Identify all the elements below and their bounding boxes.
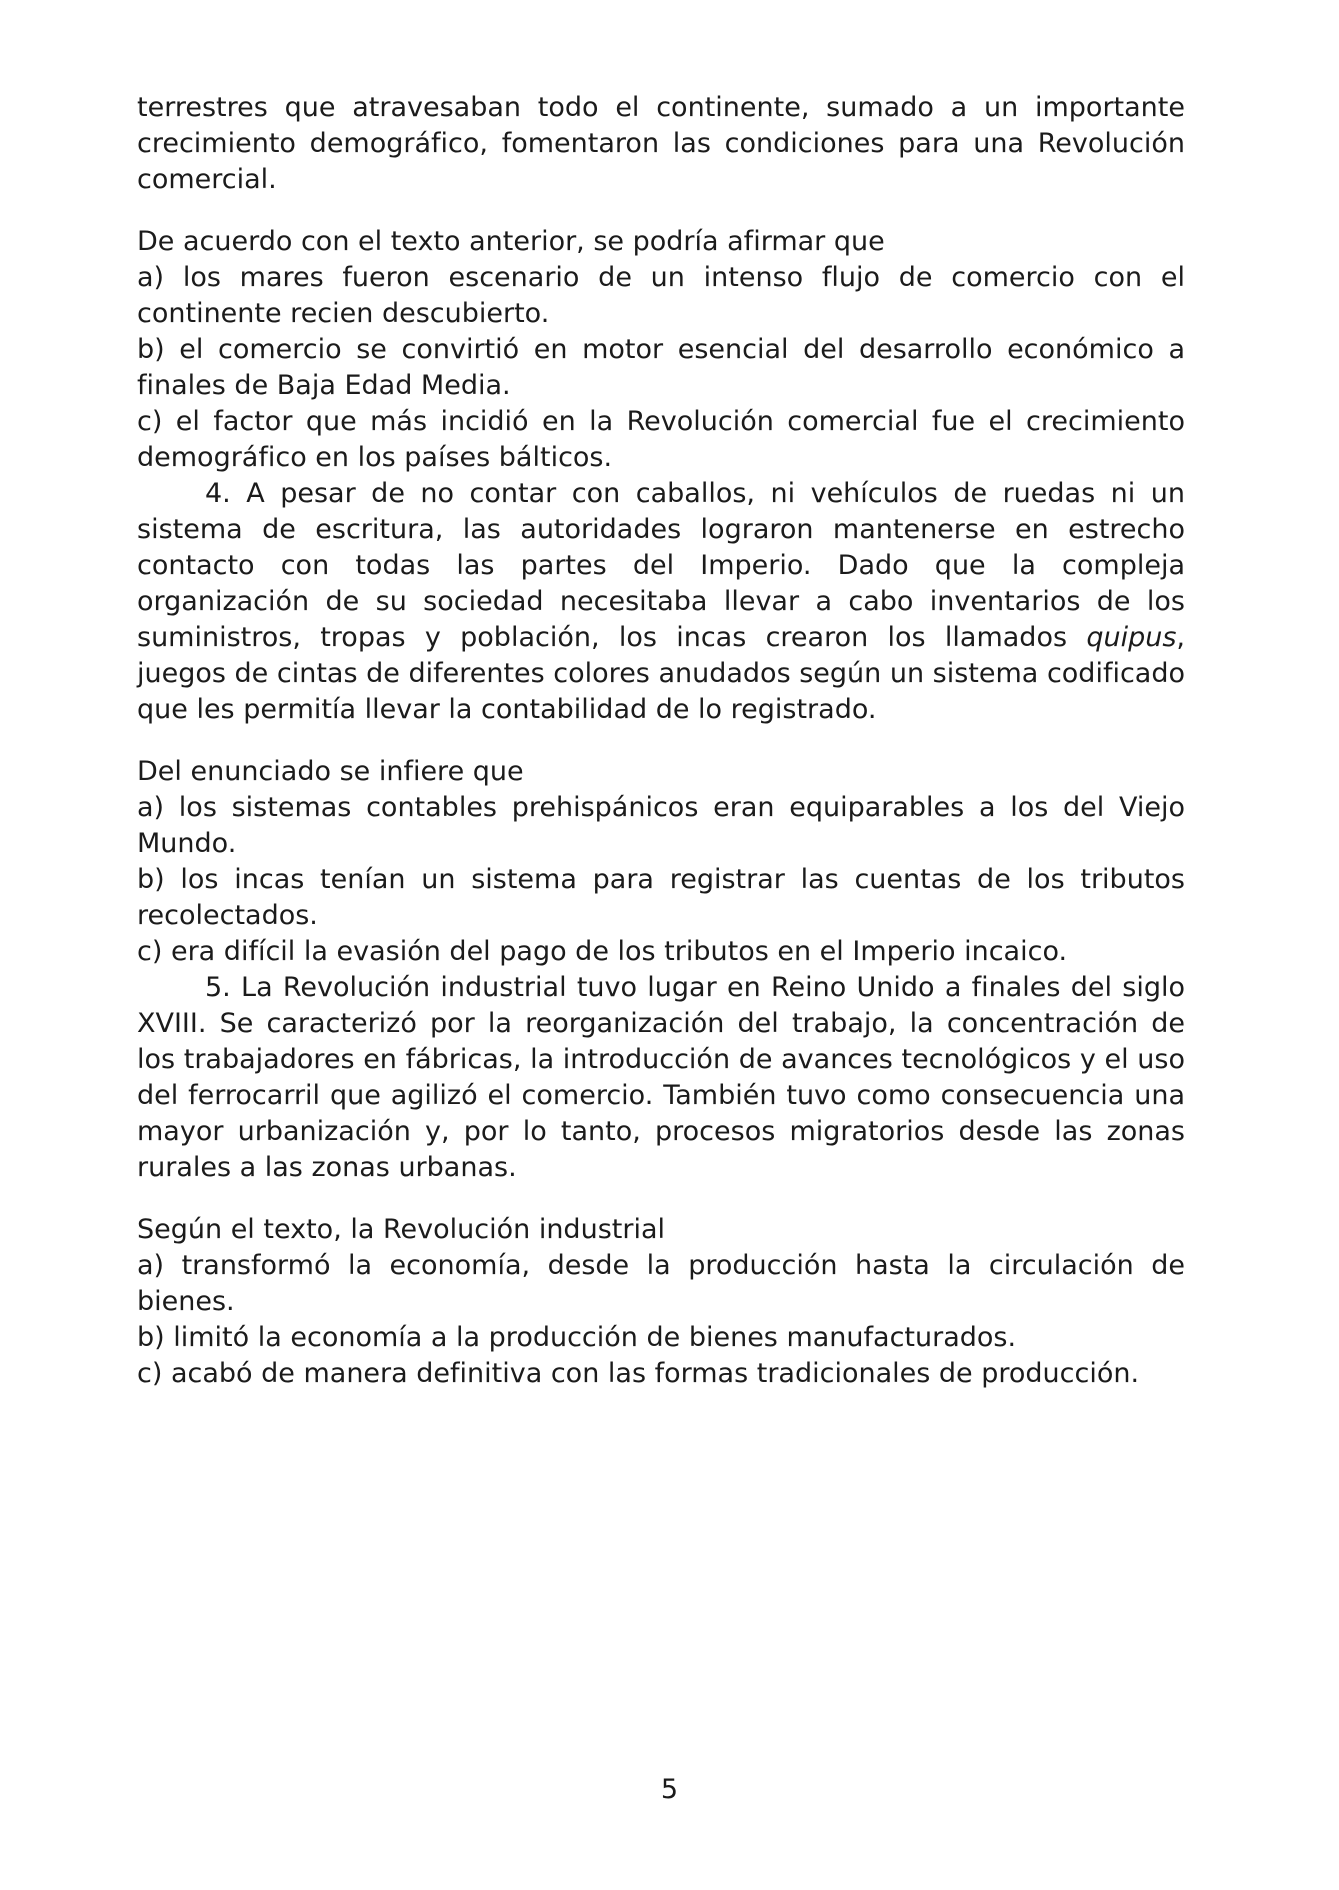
question-3-prompt: De acuerdo con el texto anterior, se podría afirmar que xyxy=(137,226,885,257)
question-5-option-a: a) transformó la economía, desde la producción hasta la circulación de bienes. xyxy=(137,1250,1185,1317)
question-4-body-part2: , juegos de cintas de diferentes colores anudados según un sistema codificado que les permitía llevar la contabilidad de lo registrado. xyxy=(137,622,1185,725)
question-4-option-c: c) era difícil la evasión del pago de los tributos en el Imperio incaico. xyxy=(137,936,1068,967)
question-5-prompt: Según el texto, la Revolución industrial xyxy=(137,1214,665,1245)
question-3-block xyxy=(137,224,1185,476)
question-4-prompt: Del enunciado se infiere que xyxy=(137,756,524,787)
question-5-option-b: b) limitó la economía a la producción de bienes manufacturados. xyxy=(137,1322,1017,1353)
question-5-option-c: c) acabó de manera definitiva con las formas tradicionales de producción. xyxy=(137,1358,1140,1389)
question-3-option-c: c) el factor que más incidió en la Revolución comercial fue el crecimiento demográfico en los países bálticos. xyxy=(137,406,1185,473)
question-4-body-italic-term: quipus xyxy=(1086,622,1177,653)
continuation-paragraph: terrestres que atravesaban todo el continente, sumado a un importante crecimiento demográfico, fomentaron las condiciones para una Revolución comercial. xyxy=(137,92,1185,195)
question-4-block xyxy=(137,754,1185,970)
page-number: 5 xyxy=(660,1774,679,1805)
question-4-option-b: b) los incas tenían un sistema para registrar las cuentas de los tributos recolectados. xyxy=(137,864,1185,931)
question-4-body-part1: 4. A pesar de no contar con caballos, ni vehículos de ruedas ni un sistema de escritura, las autoridades lograron mantenerse en estrecho contacto con todas las partes del Imperio. Dado que la compleja organización de su sociedad necesitaba llevar a cabo inventarios de los suministros, tropas y población, los incas crearon los llamados xyxy=(137,478,1185,653)
question-5-block xyxy=(137,1212,1185,1392)
question-3-option-b: b) el comercio se convirtió en motor esencial del desarrollo económico a finales de Baja Edad Media. xyxy=(137,334,1185,401)
question-4-body xyxy=(137,476,1185,728)
question-4-option-a: a) los sistemas contables prehispánicos eran equiparables a los del Viejo Mundo. xyxy=(137,792,1185,859)
question-5-body: 5. La Revolución industrial tuvo lugar en Reino Unido a finales del siglo XVIII. Se caracterizó por la reorganización del trabajo, la concentración de los trabajadores en fábricas, la introducción de avances tecnológicos y el uso del ferrocarril que agilizó el comercio. También tuvo como consecuencia una mayor urbanización y, por lo tanto, procesos migratorios desde las zonas rurales a las zonas urbanas. xyxy=(137,972,1185,1183)
question-3-option-a: a) los mares fueron escenario de un intenso flujo de comercio con el continente recien descubierto. xyxy=(137,262,1185,329)
